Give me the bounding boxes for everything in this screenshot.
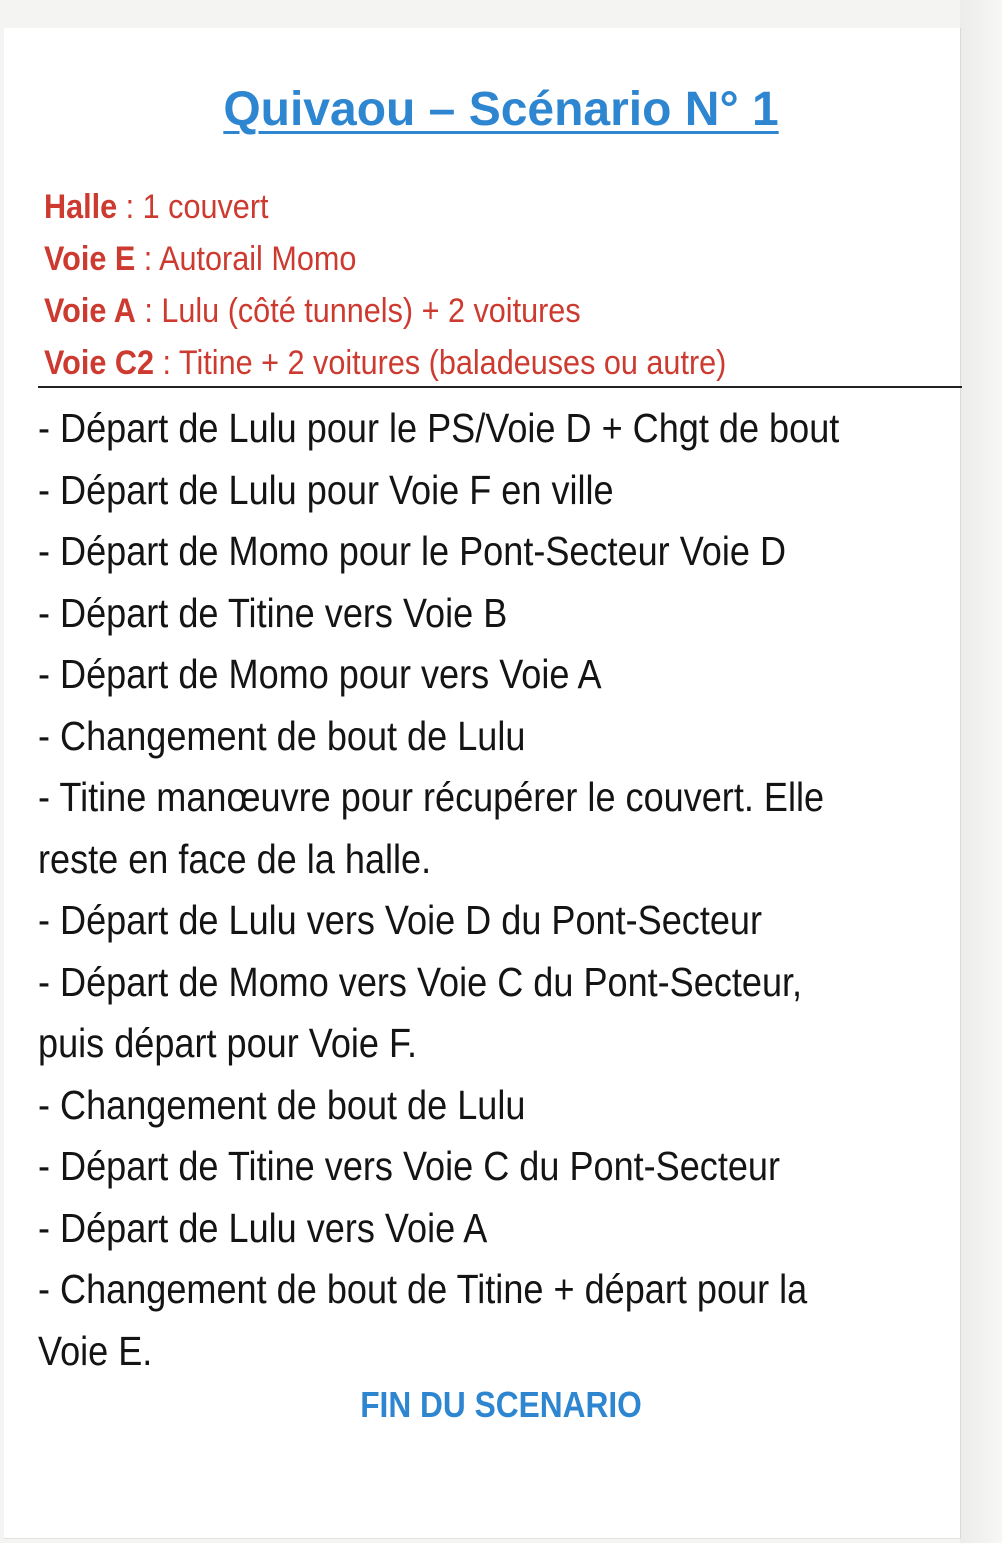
scenario-footer <box>0 1380 1002 1430</box>
setup-label: Voie A <box>44 292 136 330</box>
setup-value: Titine + 2 voitures (baladeuses ou autre) <box>178 344 727 382</box>
setup-separator: : <box>135 292 162 330</box>
scenario-title <box>0 78 1002 142</box>
setup-value: Autorail Momo <box>159 240 357 278</box>
step-line-continued: puis départ pour Voie F. <box>38 1020 418 1066</box>
step-line: - Changement de bout de Lulu <box>38 712 526 759</box>
step-line: - Départ de Momo pour vers Voie A <box>38 651 602 697</box>
scenario-footer-text: FIN DU SCENARIO <box>360 1384 642 1425</box>
scenario-title-text: Quivaou – Scénario N° 1 <box>223 83 779 136</box>
setup-separator: : <box>153 344 179 382</box>
setup-label: Voie E <box>44 240 136 278</box>
step-line: - Départ de Lulu vers Voie A <box>38 1204 488 1251</box>
section-divider <box>38 386 962 388</box>
step-line: - Changement de bout de Titine + départ pour la <box>38 1266 808 1312</box>
step-line: - Départ de Titine vers Voie B <box>38 589 508 636</box>
step-line: - Départ de Lulu vers Voie D du Pont-Secteur <box>38 897 763 943</box>
step-line: - Changement de bout de Lulu <box>38 1081 526 1128</box>
step-line: - Départ de Lulu pour Voie F en ville <box>38 466 614 513</box>
setup-line-voie-c2 <box>44 338 854 390</box>
step-line: - Départ de Momo pour le Pont-Secteur Voie D <box>38 528 787 574</box>
step-line: - Titine manœuvre pour récupérer le couvert. Elle <box>38 774 825 820</box>
step-line: - Départ de Momo vers Voie C du Pont-Secteur, <box>38 958 803 1005</box>
setup-line-halle <box>44 182 854 234</box>
step-line-continued: reste en face de la halle. <box>38 835 432 882</box>
setup-separator: : <box>135 240 160 278</box>
setup-line-voie-a <box>44 286 854 338</box>
setup-separator: : <box>117 188 143 226</box>
step-line: - Départ de Titine vers Voie C du Pont-Secteur <box>38 1143 781 1189</box>
steps-list <box>38 398 968 1382</box>
setup-label: Voie C2 <box>44 344 154 382</box>
setup-label: Halle <box>44 188 118 226</box>
setup-line-voie-e <box>44 234 854 286</box>
setup-value: 1 couvert <box>142 188 269 226</box>
setup-value: Lulu (côté tunnels) + 2 voitures <box>161 292 581 330</box>
step-line: - Départ de Lulu pour le PS/Voie D + Chgt de bout <box>38 405 840 451</box>
step-line-continued: Voie E. <box>38 1327 153 1374</box>
setup-list <box>44 182 944 390</box>
